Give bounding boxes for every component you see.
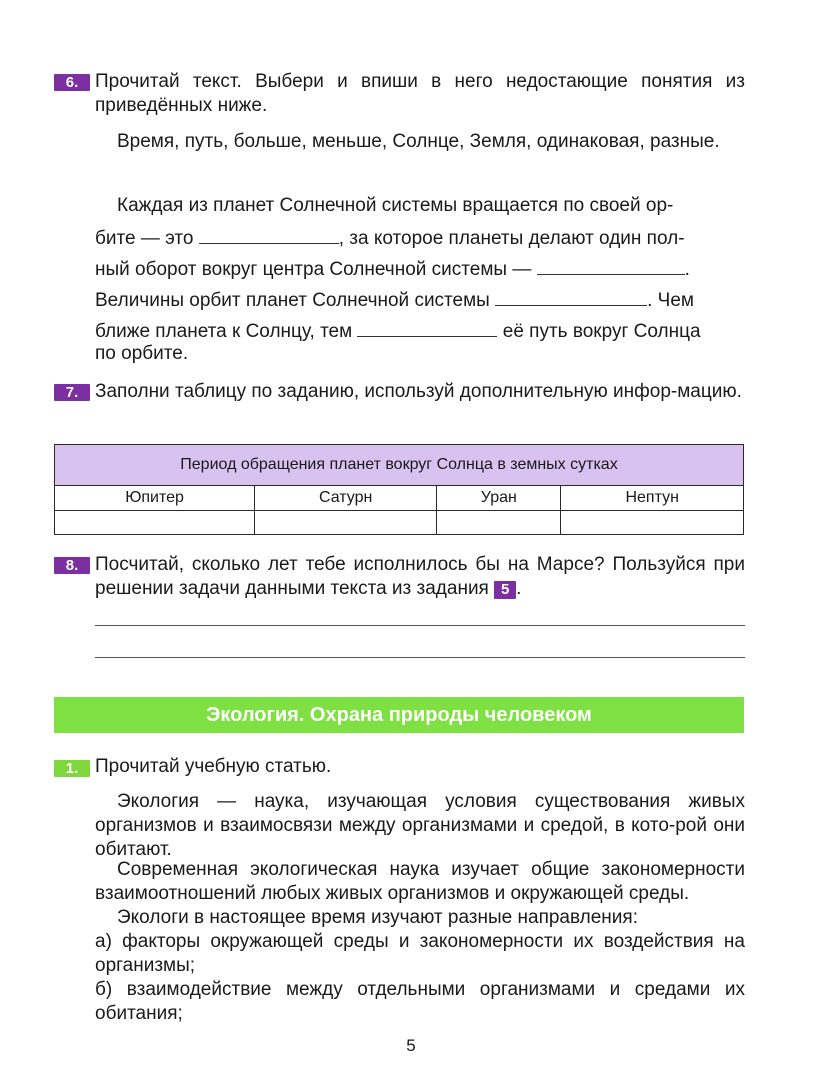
article-paragraph-2: Современная экологическая наука изучает общие закономерности взаимоотношений любых живых организмов и окружающей среды.	[95, 859, 745, 904]
answer-blank-3[interactable]	[495, 287, 647, 306]
task-6-text-line-6: по орбите.	[95, 343, 189, 364]
section-title-banner: Экология. Охрана природы человеком	[54, 697, 744, 733]
task-7-badge: 7.	[54, 384, 90, 401]
article-paragraph-1: Экология — наука, изучающая условия существования живых организмов и взаимосвязи между организмами и средой, в кото-рой они обитают.	[95, 791, 745, 860]
answer-cell-jupiter[interactable]	[55, 511, 255, 535]
task-6-word-list: Время, путь, больше, меньше, Солнце, Земля, одинаковая, разные.	[117, 131, 720, 152]
answer-cell-neptune[interactable]	[561, 511, 744, 535]
article-paragraph-3: Экологи в настоящее время изучают разные направления:	[117, 907, 638, 928]
answer-blank-2[interactable]	[537, 256, 685, 275]
planet-period-table	[54, 444, 744, 535]
answer-line-1[interactable]	[95, 625, 745, 626]
page-number: 5	[406, 1036, 416, 1055]
answer-cell-uranus[interactable]	[437, 511, 561, 535]
answer-line-2[interactable]	[95, 657, 745, 658]
column-header-neptune: Нептун	[561, 486, 744, 511]
task-6-badge: 6.	[54, 74, 90, 91]
task-8-badge: 8.	[54, 557, 90, 574]
column-header-jupiter: Юпитер	[55, 486, 255, 511]
column-header-saturn: Сатурн	[255, 486, 437, 511]
table-title: Период обращения планет вокруг Солнца в земных сутках	[55, 445, 744, 486]
task-1-prompt: Прочитай учебную статью.	[95, 756, 332, 777]
article-item-b: б) взаимодействие между отдельными организмами и средами их обитания;	[95, 979, 745, 1024]
task-6-prompt: Прочитай текст. Выбери и впиши в него недостающие понятия из приведённых ниже.	[95, 71, 745, 116]
task-8-prompt: Посчитай, сколько лет тебе исполнилось бы на Марсе? Пользуйся при решении задачи данными текста из задания 5 .	[95, 554, 745, 599]
task-ref-badge: 5	[494, 581, 516, 599]
task-6-text-line-4: Величины орбит планет Солнечной системы . Чем	[95, 287, 745, 313]
task-6-text-line-3: ный оборот вокруг центра Солнечной системы — .	[95, 256, 745, 282]
task-6-text-line-1: Каждая из планет Солнечной системы вращается по своей ор-	[117, 195, 674, 216]
answer-cell-saturn[interactable]	[255, 511, 437, 535]
task-7-prompt: Заполни таблицу по заданию, используй дополнительную инфор-мацию.	[95, 381, 742, 402]
article-item-a: а) факторы окружающей среды и закономерности их воздействия на организмы;	[95, 931, 745, 976]
task-6-text-line-2: бите — это , за которое планеты делают один пол-	[95, 225, 745, 251]
answer-blank-1[interactable]	[199, 225, 339, 244]
task-6-text-line-5: ближе планета к Солнцу, тем её путь вокруг Солнца	[95, 318, 745, 344]
column-header-uranus: Уран	[437, 486, 561, 511]
answer-blank-4[interactable]	[357, 318, 497, 337]
task-1-badge: 1.	[54, 760, 90, 777]
